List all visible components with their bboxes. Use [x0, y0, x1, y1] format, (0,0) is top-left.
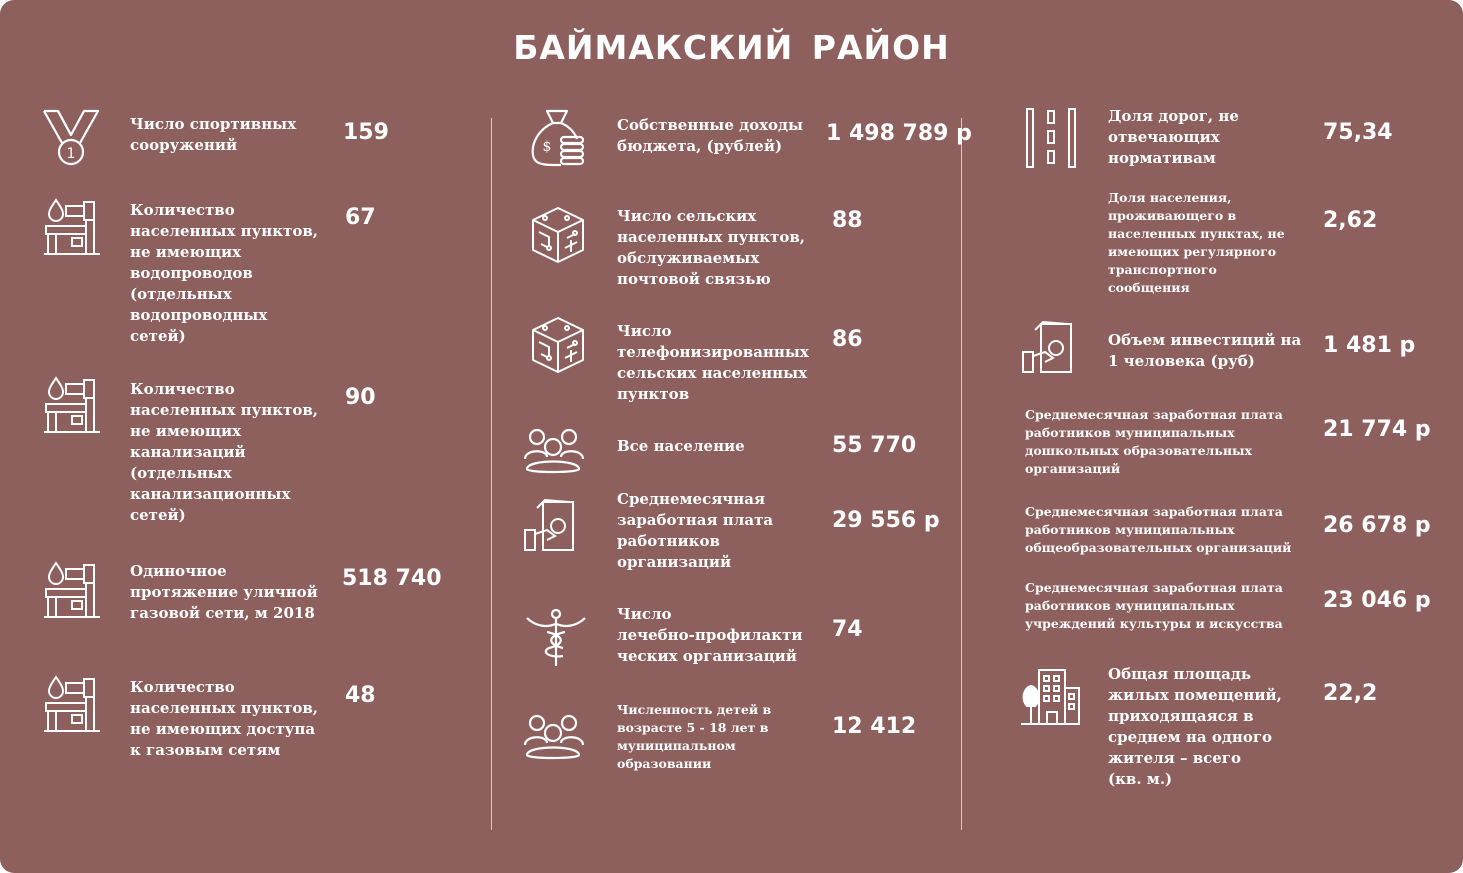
- stat-value: 26 678 р: [1323, 513, 1431, 538]
- stat-value: 86: [832, 327, 863, 352]
- stat-value: 159: [343, 120, 389, 145]
- medal-icon: [40, 107, 102, 169]
- stat-label: Количество населенных пунктов, не имеющих доступа к газовым сетям: [130, 678, 318, 759]
- caduceus-icon: [525, 606, 587, 668]
- stat-value: 90: [345, 385, 376, 410]
- stat-label: Одиночное протяжение уличной газовой сети, м 2018: [130, 562, 318, 622]
- stat-value: 1 498 789 р: [826, 121, 972, 146]
- stat-label: Число сельских населенных пунктов, обслуживаемых почтовой связью: [617, 207, 805, 288]
- water-pipe-icon: [42, 559, 104, 621]
- svg-text:$: $: [542, 139, 552, 155]
- money-bag-icon: [527, 107, 589, 169]
- stat-label: Общая площадь жилых помещений, приходящаяся в среднем на одного жителя – всего (кв. м.): [1108, 665, 1282, 788]
- stat-label: Число спортивных сооружений: [130, 115, 297, 154]
- stat-value: 518 740: [342, 566, 442, 591]
- cash-hand-icon: [521, 496, 583, 558]
- stat-value: 12 412: [832, 714, 917, 739]
- building-tree-icon: [1019, 666, 1081, 728]
- cash-hand-icon: [1019, 318, 1081, 380]
- people-group-icon: [523, 419, 585, 481]
- stat-value: 48: [345, 683, 376, 708]
- stat-label: Количество населенных пунктов, не имеющих канализаций (отдельных канализационных сетей): [130, 380, 318, 524]
- stat-label: Доля дорог, не отвечающих нормативам: [1108, 107, 1239, 167]
- stat-label: Собственные доходы бюджета, (рублей): [617, 116, 804, 155]
- stat-value: 67: [345, 205, 376, 230]
- stat-label: Среднемесячная заработная плата работников муниципальных учреждений культуры и искусства: [1025, 580, 1283, 631]
- people-group-icon: [523, 705, 585, 767]
- page-title: БАЙМАКСКИЙ РАЙОН: [513, 28, 950, 67]
- water-pipe-icon: [42, 374, 104, 436]
- stat-label: Доля населения, проживающего в населенных пунктах, не имеющих регулярного транспортного сообщения: [1108, 190, 1285, 295]
- circuit-cube-icon: [527, 204, 589, 266]
- stat-value: 74: [832, 617, 863, 642]
- column-divider: [491, 118, 492, 830]
- svg-text:1: 1: [66, 146, 76, 162]
- stat-label: Число телефонизированных сельских населенных пунктов: [617, 322, 809, 403]
- stat-label: Среднемесячная заработная плата работников муниципальных дошкольных образовательных организаций: [1025, 407, 1283, 476]
- stat-value: 23 046 р: [1323, 588, 1431, 613]
- stat-label: Количество населенных пунктов, не имеющих водопроводов (отдельных водопроводных сетей): [130, 201, 318, 345]
- column-divider: [961, 118, 962, 830]
- circuit-cube-icon: [527, 314, 589, 376]
- stat-value: 88: [832, 208, 863, 233]
- stat-label: Численность детей в возрасте 5 - 18 лет в муниципальном образовании: [617, 702, 772, 771]
- stat-value: 2,62: [1323, 208, 1378, 233]
- stat-label: Среднемесячная заработная плата работников муниципальных общеобразовательных организаций: [1025, 504, 1292, 555]
- stat-value: 75,34: [1323, 120, 1393, 145]
- stat-label: Объем инвестиций на 1 человека (руб): [1108, 331, 1302, 370]
- stat-value: 29 556 р: [832, 508, 940, 533]
- stat-label: Число лечебно-профилакти ческих организаций: [617, 605, 803, 665]
- stat-value: 1 481 р: [1323, 333, 1416, 358]
- water-pipe-icon: [42, 673, 104, 735]
- stat-label: Все население: [617, 437, 745, 455]
- water-pipe-icon: [42, 196, 104, 258]
- stat-value: 55 770: [832, 433, 917, 458]
- stat-label: Среднемесячная заработная плата работников организаций: [617, 490, 774, 571]
- stat-value: 22,2: [1323, 681, 1378, 706]
- road-icon: [1021, 107, 1083, 169]
- stat-value: 21 774 р: [1323, 417, 1431, 442]
